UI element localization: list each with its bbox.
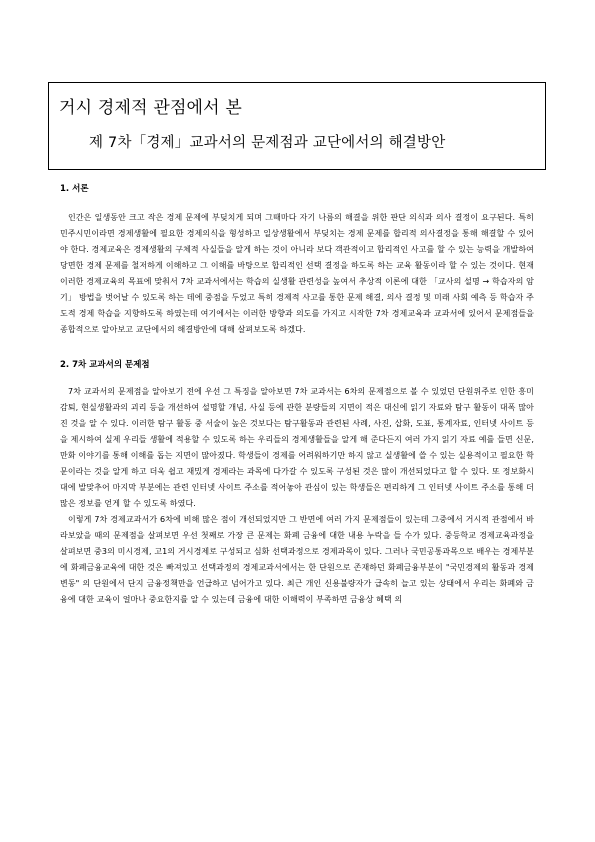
document-subtitle: 제 7차「경제」교과서의 문제점과 교단에서의 해결방안 bbox=[89, 135, 446, 151]
title-box bbox=[48, 82, 546, 170]
intro-paragraph: 인간은 일생동안 크고 작은 경제 문제에 부딪치게 되며 그때마다 자기 나름의 해결을 위한 판단 의식과 의사 결정이 요구된다. 특히 민주시민이라면 경제생활에 필요한 경제의식을 형성하고 일상생활에서 부딪치는 경제 문제를 합리적 의사결정을 통해 해결할 수 있어야 한다. 경제교육은 경제생활의 구체적 사실들을 알게 하는 것이 아니라 보다 객관적이고 합리적인 사고를 할 수 있는 능력을 개발하여 당면한 경제 문제를 철저하게 이해하고 그 이해를 바탕으로 합리적인 선택 결정을 하도록 하는 교육 활동이라 할 수 있는 것이다. 현재 이러한 경제교육의 목표에 맞춰서 7차 교과서에서는 학습의 실생활 관련성을 높여서 추상적 이론에 대한 「교사의 설명 → 학습자의 암기」 방법을 벗어날 수 있도록 하는 데에 중점을 두었고 특히 경제적 사고를 통한 문제 해결, 의사 결정 및 미래 사회 예측 등 학습자 주도적 경제 학습을 지향하도록 하였는데 여기에서는 이러한 방향과 의도를 가지고 시작한 7차 경제교육과 교과서에 있어서 문제점들을 종합적으로 알아보고 교단에서의 해결방안에 대해 살펴보도록 하겠다. bbox=[60, 213, 534, 334]
section-heading-problems: 2. 7차 교과서의 문제점 bbox=[60, 360, 150, 370]
section-heading-intro: 1. 서론 bbox=[60, 184, 89, 194]
document-title: 거시 경제적 관점에서 본 bbox=[59, 98, 243, 118]
problems-paragraph-1: 7차 교과서의 문제점을 알아보기 전에 우선 그 특징을 알아보면 7차 교과서는 6차의 문제점으로 볼 수 있었던 단원위주로 인한 흥미감퇴, 현실생활과의 괴리 등을 개선하여 설명할 개념, 사실 등에 관한 분량들의 지면이 적은 대신에 읽기 자료와 탐구 활동이 대폭 많아진 것을 알 수 있다. 이러한 탐구 활동 중 서술이 높은 것보다는 탐구활동과 관련된 사례, 사진, 삽화, 도표, 통계자료, 인터넷 사이트 등을 제시하여 실제 우리들 생활에 적용할 수 있도록 하는 우리들의 경제생활들을 알게 해 준다든지 여러 가지 읽기 자료 예를 들면 신문, 만화 이야기를 통해 이해를 돕는 지면이 많아졌다. 학생들이 경제를 어려워하기만 하지 않고 실생활에 쓸 수 있는 실용적이고 필요한 학문이라는 것을 알게 하고 더욱 쉽고 재밌게 경제라는 과목에 다가갈 수 있도록 구성된 것은 많이 개선되었다고 할 수 있다. 또 정보화시대에 발맞추어 마지막 부분에는 관련 인터넷 사이트 주소를 적어놓아 관심이 있는 학생들은 편리하게 그 인터넷 사이트 주소를 통해 더 많은 정보를 얻게 할 수 있도록 하였다. bbox=[60, 387, 534, 508]
document-body bbox=[60, 182, 534, 608]
problems-paragraph-2: 이렇게 7차 경제교과서가 6차에 비해 많은 점이 개선되었지만 그 반면에 여러 가지 문제점들이 있는데 그중에서 거시적 관점에서 바라보았을 때의 문제점을 살펴보면 우선 첫째로 가장 큰 문제는 화폐 금융에 대한 내용 누락을 들 수가 있다. 중등학교 경제교육과정을 살펴보면 중3의 미시경제, 고1의 거시경제로 구성되고 심화 선택과정으로 경제과목이 있다. 그러나 국민공통과목으로 배우는 경제부분에 화폐금융교육에 대한 것은 빠져있고 선택과정의 경제교과서에서는 한 단원으로 존재하던 화폐금융부분이 "국민경제의 활동과 경제변동" 의 단원에서 단지 금융정책만을 언급하고 넘어가고 있다. 최근 개인 신용불량자가 급속히 늘고 있는 상태에서 우리는 화폐와 금융에 대한 교육이 얼마나 중요한지를 알 수 있는데 금융에 대한 이해력이 부족하면 금융상 혜택 의 bbox=[60, 515, 534, 604]
